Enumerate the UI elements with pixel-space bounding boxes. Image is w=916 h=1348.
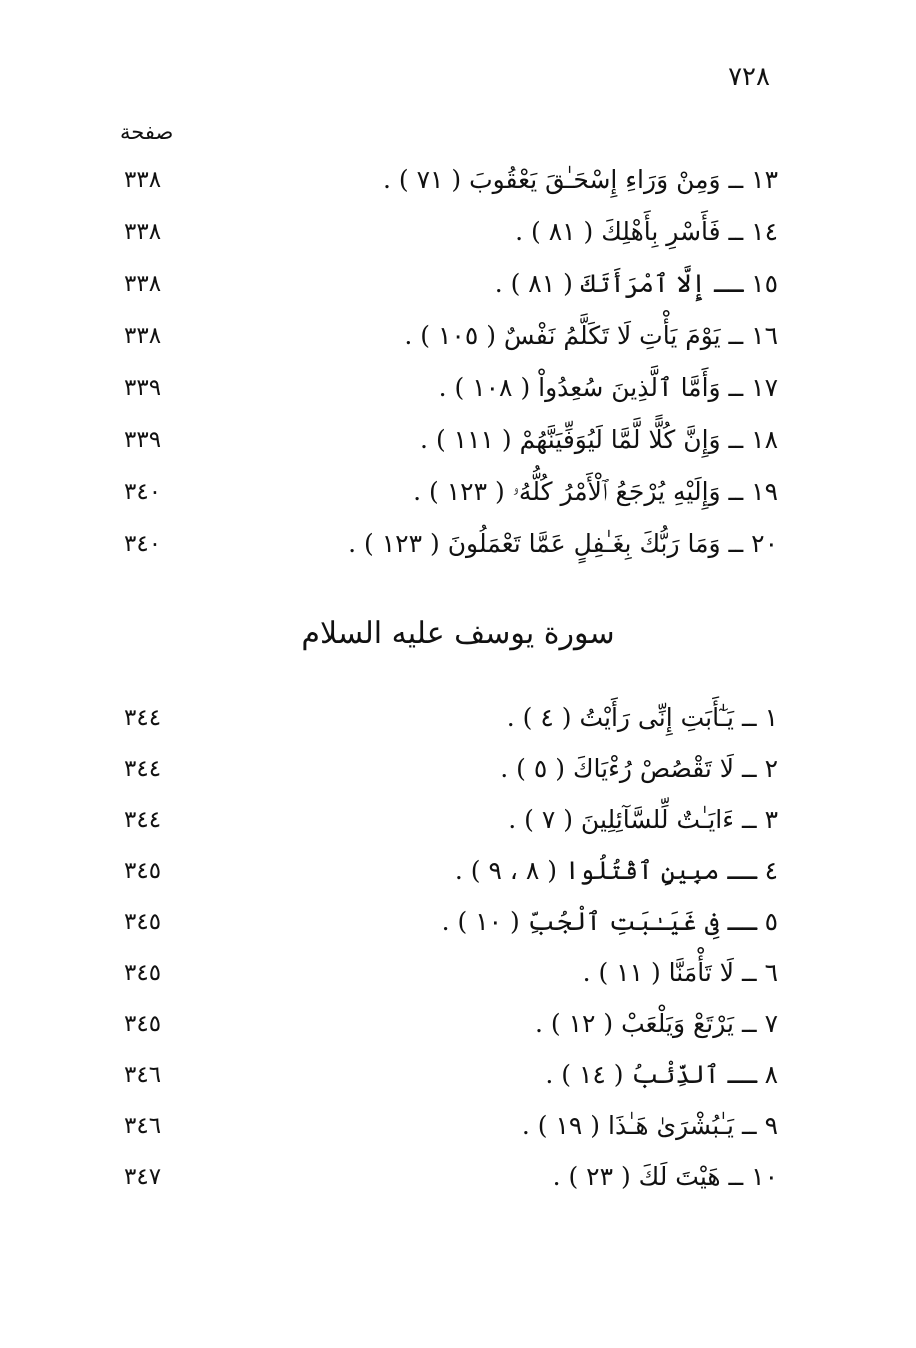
index-entry <box>0 698 916 738</box>
entry-page-number: ٣٣٨ <box>124 167 162 193</box>
index-entry <box>0 368 916 408</box>
entry-page-number: ٣٣٨ <box>124 271 162 297</box>
entry-text: ٢ ــ لَا تَقْصُصْ رُءْيَاكَ ( ٥ ) . <box>500 754 778 783</box>
entry-page-number: ٣٤٧ <box>124 1164 162 1190</box>
entry-text: ٥ ــ فِى غَيَـٰبَتِ ٱلْجُبِّ ( ١٠ ) . <box>441 907 778 936</box>
entry-page-number: ٣٤٤ <box>124 705 162 731</box>
entry-text: ٢٠ ــ وَمَا رَبُّكَ بِغَـٰفِلٍ عَمَّا تَعْمَلُونَ ( ١٢٣ ) . <box>348 529 778 558</box>
entry-page-number: ٣٤٦ <box>124 1062 162 1088</box>
entry-text: ١٠ ــ هَيْتَ لَكَ ( ٢٣ ) . <box>552 1162 778 1191</box>
entry-text: ١٧ ــ وَأَمَّا ٱلَّذِينَ سُعِدُواْ ( ١٠٨ ) . <box>438 373 778 402</box>
index-entry <box>0 160 916 200</box>
entry-text: ٩ ــ يَـٰبُشْرَىٰ هَـٰذَا ( ١٩ ) . <box>521 1111 778 1140</box>
entry-text: ١٣ ــ وَمِنْ وَرَاءِ إِسْحَـٰقَ يَعْقُوبَ ( ٧١ ) . <box>382 165 778 194</box>
index-entry <box>0 1055 916 1095</box>
entry-page-number: ٣٣٨ <box>124 219 162 245</box>
entry-page-number: ٣٤٠ <box>124 531 162 557</box>
entry-text: ٤ ــ مبِينٍ ٱقْتُلُوا ( ٨ ، ٩ ) . <box>454 856 778 885</box>
index-entry <box>0 1157 916 1197</box>
entry-text: ١٥ ــ إِلَّا ٱمْرَأَتَكَ ( ٨١ ) . <box>494 269 778 298</box>
index-entry <box>0 953 916 993</box>
entry-page-number: ٣٣٩ <box>124 375 162 401</box>
index-entry <box>0 1106 916 1146</box>
index-entry <box>0 749 916 789</box>
entry-text: ١٦ ــ يَوْمَ يَأْتِ لَا تَكَلَّمُ نَفْسٌ ( ١٠٥ ) . <box>404 321 778 350</box>
entry-text: ١٩ ــ وَإِلَيْهِ يُرْجَعُ ٱلْأَمْرُ كُلُّهُۥ ( ١٢٣ ) . <box>413 477 778 506</box>
index-entry <box>0 420 916 460</box>
entry-text: ١٤ ــ فَأَسْرِ بِأَهْلِكَ ( ٨١ ) . <box>515 217 778 246</box>
index-entry <box>0 264 916 304</box>
entry-text: ٧ ــ يَرْتَعْ وَيَلْعَبْ ( ١٢ ) . <box>535 1009 778 1038</box>
entry-text: ١٨ ــ وَإِنَّ كُلًّا لَّمَّا لَيُوَفِّيَنَّهُمْ ( ١١١ ) . <box>420 425 778 454</box>
index-entry <box>0 1004 916 1044</box>
page-column-header: صفحة <box>120 120 174 144</box>
entry-text: ٨ ــ ٱلذِّئْبُ ( ١٤ ) . <box>545 1060 778 1089</box>
entry-page-number: ٣٤٥ <box>124 858 162 884</box>
index-entry <box>0 212 916 252</box>
entry-page-number: ٣٣٩ <box>124 427 162 453</box>
entry-page-number: ٣٤٦ <box>124 1113 162 1139</box>
entry-page-number: ٣٤٥ <box>124 1011 162 1037</box>
entry-page-number: ٣٣٨ <box>124 323 162 349</box>
index-entry <box>0 524 916 564</box>
entry-page-number: ٣٤٥ <box>124 909 162 935</box>
entry-text: ١ ــ يَـٰٓأَبَتِ إِنِّى رَأَيْتُ ( ٤ ) . <box>506 703 778 732</box>
entry-page-number: ٣٤٤ <box>124 756 162 782</box>
entry-text: ٣ ــ ءَايَـٰتٌ لِّلسَّآئِلِينَ ( ٧ ) . <box>508 805 778 834</box>
entry-page-number: ٣٤٤ <box>124 807 162 833</box>
entry-page-number: ٣٤٥ <box>124 960 162 986</box>
entry-text: ٦ ــ لَا تَأْمَنَّا ( ١١ ) . <box>582 958 778 987</box>
index-entry <box>0 800 916 840</box>
entry-page-number: ٣٤٠ <box>124 479 162 505</box>
index-entry <box>0 316 916 356</box>
page-number: ٧٢٨ <box>728 62 770 92</box>
index-entry <box>0 851 916 891</box>
index-entry <box>0 902 916 942</box>
surah-heading: سورة يوسف عليه السلام <box>301 616 615 651</box>
index-entry <box>0 472 916 512</box>
